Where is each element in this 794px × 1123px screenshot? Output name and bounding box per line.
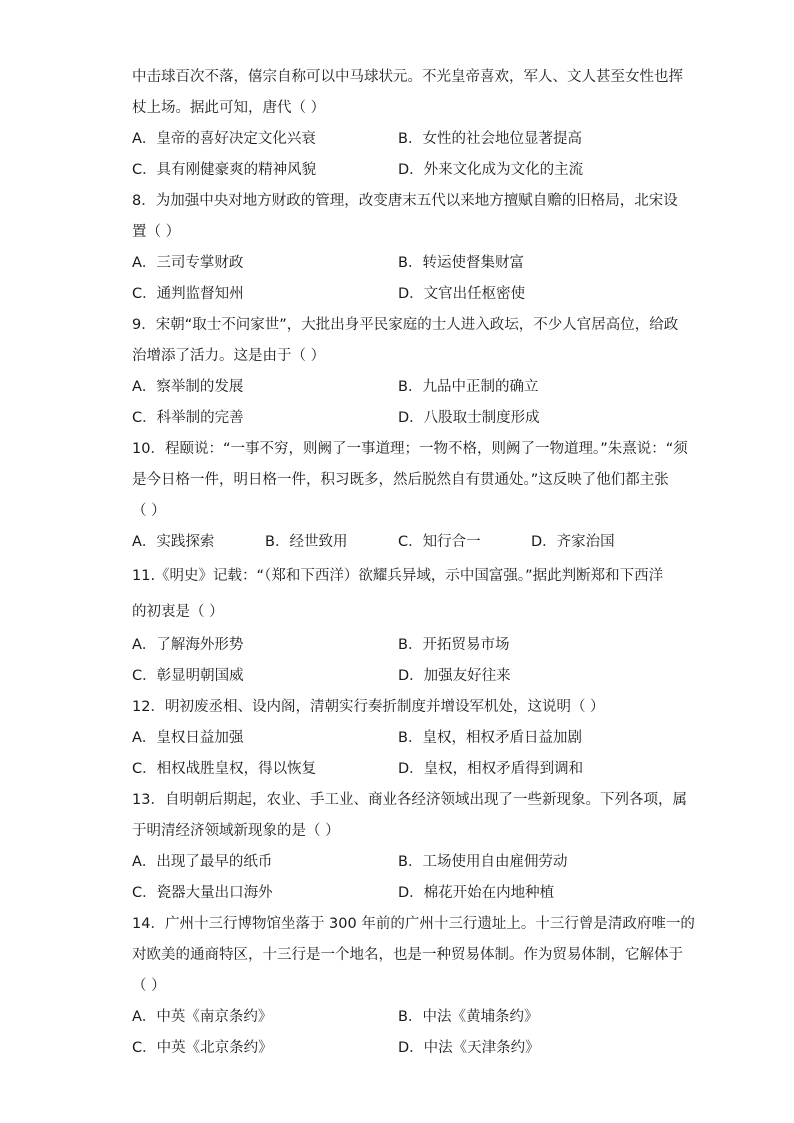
question-text: 于明清经济领域新现象的是（ ） — [132, 823, 340, 839]
question-text: 10．程颐说：“一事不穷，则阙了一事道理；一物不格，则阙了一物道理。”朱熹说：“须 — [132, 441, 688, 457]
option-a: A．三司专掌财政 — [132, 255, 244, 271]
options-row — [132, 403, 664, 434]
question-text: 11.《明史》记载：“（郑和下西洋）欲耀兵异域，示中国富强。”据此判断郑和下西洋 — [132, 568, 664, 584]
options-row — [132, 527, 664, 558]
option-c: C．中英《北京条约》 — [132, 1040, 273, 1056]
option-d: D．加强友好往来 — [398, 668, 511, 684]
question-text: （ ） — [132, 978, 166, 994]
options-row — [132, 124, 664, 155]
option-b: B．经世致用 — [265, 534, 348, 550]
question-text: 中击球百次不落，僖宗自称可以中马球状元。不光皇帝喜欢，军人、文人甚至女性也挥 — [132, 69, 683, 85]
option-d: D．齐家治国 — [531, 534, 615, 550]
option-b: B．九品中正制的确立 — [398, 379, 539, 395]
option-a: A．了解海外形势 — [132, 637, 244, 653]
option-d: D．中法《天津条约》 — [398, 1040, 540, 1056]
question-text: 是今日格一件，明日格一件，积习既多，然后脱然自有贯通处。”这反映了他们都主张 — [132, 472, 669, 488]
options-row — [132, 279, 664, 310]
question-text: 对欧美的通商特区，十三行是一个地名，也是一种贸易体制。作为贸易体制，它解体于 — [132, 947, 683, 963]
options-row — [132, 754, 664, 785]
option-d: D．棉花开始在内地种植 — [398, 885, 555, 901]
options-row — [132, 155, 664, 186]
option-b: B．开拓贸易市场 — [398, 637, 510, 653]
option-a: A．出现了最早的纸币 — [132, 854, 273, 870]
options-row — [132, 1002, 664, 1033]
option-a: A．实践探索 — [132, 534, 215, 550]
option-d: D．皇权，相权矛盾得到调和 — [398, 761, 584, 777]
question-10 — [132, 434, 688, 558]
option-c: C．相权战胜皇权，得以恢复 — [132, 761, 317, 777]
options-row — [132, 878, 664, 909]
question-text: （ ） — [132, 503, 166, 519]
question-text: 的初衷是（ ） — [132, 604, 224, 620]
option-b: B．转运使督集财富 — [398, 255, 524, 271]
options-row — [132, 661, 664, 692]
question-text: 置（ ） — [132, 224, 181, 240]
options-row — [132, 372, 664, 403]
option-a: A．皇帝的喜好决定文化兴衰 — [132, 131, 316, 147]
option-d: D．文官出任枢密使 — [398, 286, 526, 302]
question-text: 治增添了活力。这是由于（ ） — [132, 348, 326, 364]
option-b: B．女性的社会地位显著提高 — [398, 131, 582, 147]
question-7 — [132, 62, 683, 186]
question-text: 8．为加强中央对地方财政的管理，改变唐末五代以来地方擅赋自赡的旧格局，北宋设 — [132, 193, 678, 209]
question-14 — [132, 909, 695, 1064]
option-c: C．具有刚健豪爽的精神风貌 — [132, 162, 317, 178]
options-row — [132, 1033, 664, 1064]
option-a: A．皇权日益加强 — [132, 730, 244, 746]
option-b: B．皇权，相权矛盾日益加剧 — [398, 730, 582, 746]
question-text: 9．宋朝“取士不问家世”，大批出身平民家庭的士人进入政坛，不少人官居高位，给政 — [132, 317, 679, 333]
options-row — [132, 847, 664, 878]
question-text: 杖上场。据此可知，唐代（ ） — [132, 100, 326, 116]
option-b: B．工场使用自由雇佣劳动 — [398, 854, 568, 870]
question-13 — [132, 785, 687, 909]
options-row — [132, 723, 664, 754]
question-text: 12．明初废丞相、设内阁，清朝实行奏折制度并增设军机处，这说明（ ） — [132, 699, 605, 715]
question-9 — [132, 310, 679, 434]
option-c: C．彰显明朝国威 — [132, 668, 244, 684]
option-d: D．八股取士制度形成 — [398, 410, 540, 426]
option-a: A．察举制的发展 — [132, 379, 244, 395]
option-d: D．外来文化成为文化的主流 — [398, 162, 584, 178]
option-c: C．知行合一 — [398, 534, 481, 550]
option-a: A．中英《南京条约》 — [132, 1009, 273, 1025]
question-text: 14．广州十三行博物馆坐落于 300 年前的广州十三行遗址上。十三行曾是清政府唯一的 — [132, 916, 695, 932]
question-11 — [132, 558, 664, 692]
option-c: C．瓷器大量出口海外 — [132, 885, 273, 901]
option-b: B．中法《黄埔条约》 — [398, 1009, 539, 1025]
option-c: C．科举制的完善 — [132, 410, 244, 426]
option-c: C．通判监督知州 — [132, 286, 244, 302]
question-text: 13．自明朝后期起，农业、手工业、商业各经济领域出现了一些新现象。下列各项，属 — [132, 792, 687, 808]
options-row — [132, 248, 664, 279]
options-row — [132, 630, 664, 661]
question-12 — [132, 692, 664, 785]
question-8 — [132, 186, 678, 310]
